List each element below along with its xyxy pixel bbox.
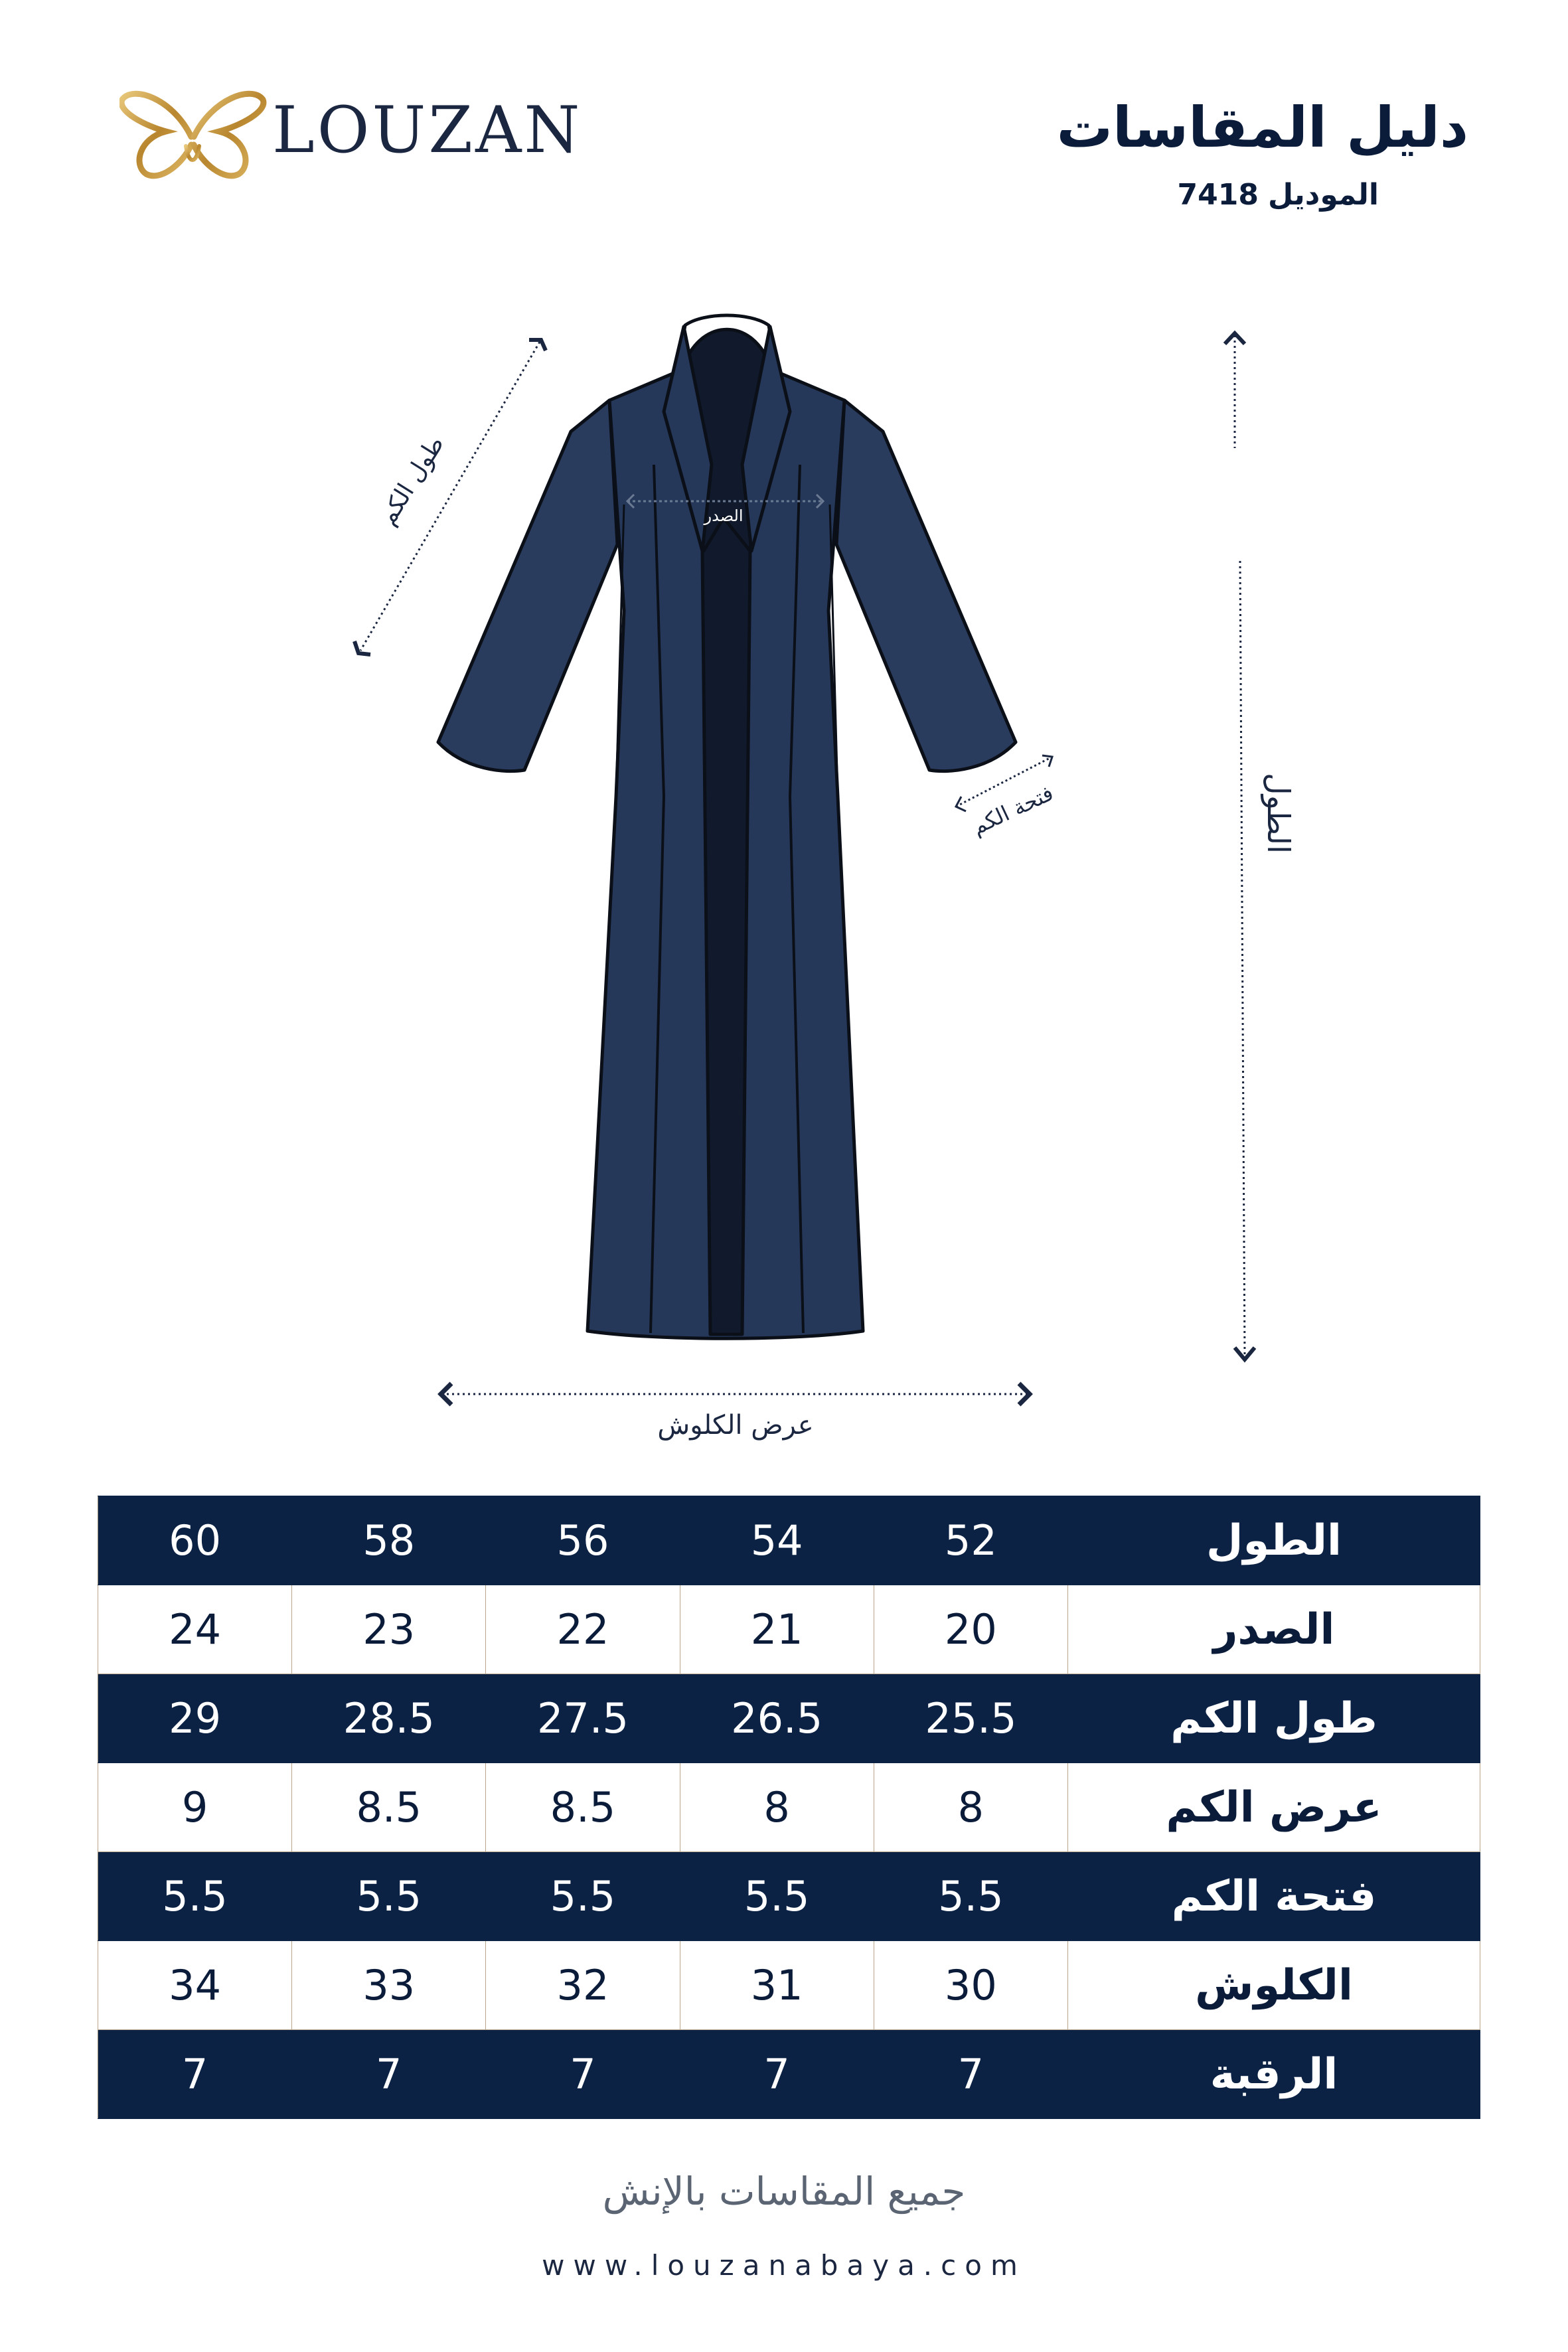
table-cell: 27.5 bbox=[486, 1674, 680, 1763]
table-cell: 20 bbox=[874, 1585, 1067, 1674]
table-cell: 24 bbox=[98, 1585, 292, 1674]
butterfly-icon bbox=[121, 94, 264, 176]
garment-diagram bbox=[0, 305, 1568, 1467]
table-cell: 23 bbox=[292, 1585, 486, 1674]
table-row bbox=[98, 1496, 1480, 1585]
table-cell: 7 bbox=[486, 2030, 680, 2119]
length-label: الطول bbox=[1261, 773, 1296, 854]
table-cell: 7 bbox=[874, 2030, 1067, 2119]
row-label: الكلوش bbox=[1068, 1941, 1480, 2030]
units-note: جميع المقاسات بالإنش bbox=[602, 2169, 966, 2214]
hem-width-label: عرض الكلوش bbox=[657, 1410, 814, 1441]
table-cell: 21 bbox=[680, 1585, 874, 1674]
table-cell: 31 bbox=[680, 1941, 874, 2030]
brand-name: LOUZAN bbox=[272, 93, 583, 167]
size-table bbox=[98, 1496, 1480, 2119]
table-cell: 32 bbox=[486, 1941, 680, 2030]
table-cell: 7 bbox=[98, 2030, 292, 2119]
table-row bbox=[98, 1674, 1480, 1763]
row-label: فتحة الكم bbox=[1068, 1852, 1480, 1941]
page-title: دليل المقاسات bbox=[1056, 95, 1468, 160]
table-cell: 5.5 bbox=[874, 1852, 1067, 1941]
row-label: طول الكم bbox=[1068, 1674, 1480, 1763]
row-label: الرقبة bbox=[1068, 2030, 1480, 2119]
table-cell: 34 bbox=[98, 1941, 292, 2030]
row-label: الصدر bbox=[1068, 1585, 1480, 1674]
table-cell: 58 bbox=[292, 1496, 486, 1585]
table-cell: 54 bbox=[680, 1496, 874, 1585]
table-cell: 5.5 bbox=[98, 1852, 292, 1941]
table-cell: 25.5 bbox=[874, 1674, 1067, 1763]
table-cell: 26.5 bbox=[680, 1674, 874, 1763]
sleeve-length-label: طول الكم bbox=[374, 431, 450, 530]
table-cell: 52 bbox=[874, 1496, 1067, 1585]
table-cell: 9 bbox=[98, 1763, 292, 1852]
table-cell: 8 bbox=[874, 1763, 1067, 1852]
table-row bbox=[98, 1852, 1480, 1941]
table-cell: 8 bbox=[680, 1763, 874, 1852]
table-cell: 8.5 bbox=[486, 1763, 680, 1852]
model-number: 7418 bbox=[1177, 178, 1259, 212]
length-arrow bbox=[1225, 333, 1255, 1360]
table-cell: 7 bbox=[680, 2030, 874, 2119]
hem-width-arrow bbox=[441, 1383, 1030, 1405]
model-line bbox=[1168, 178, 1379, 212]
table-cell: 60 bbox=[98, 1496, 292, 1585]
table-cell: 5.5 bbox=[486, 1852, 680, 1941]
table-cell: 30 bbox=[874, 1941, 1067, 2030]
table-cell: 7 bbox=[292, 2030, 486, 2119]
model-label: الموديل bbox=[1267, 178, 1379, 212]
abaya-illustration bbox=[438, 315, 1016, 1338]
sleeve-opening-label: فتحة الكم bbox=[968, 780, 1058, 840]
table-cell: 5.5 bbox=[680, 1852, 874, 1941]
table-cell: 29 bbox=[98, 1674, 292, 1763]
table-cell: 22 bbox=[486, 1585, 680, 1674]
table-row bbox=[98, 1585, 1480, 1674]
table-row bbox=[98, 2030, 1480, 2119]
chest-label: الصدر bbox=[704, 507, 744, 525]
row-label: عرض الكم bbox=[1068, 1763, 1480, 1852]
table-cell: 5.5 bbox=[292, 1852, 486, 1941]
row-label: الطول bbox=[1068, 1496, 1480, 1585]
table-cell: 28.5 bbox=[292, 1674, 486, 1763]
website-url[interactable]: www.louzanabaya.com bbox=[542, 2249, 1026, 2282]
table-cell: 56 bbox=[486, 1496, 680, 1585]
table-cell: 8.5 bbox=[292, 1763, 486, 1852]
table-row bbox=[98, 1941, 1480, 2030]
table-row bbox=[98, 1763, 1480, 1852]
table-cell: 33 bbox=[292, 1941, 486, 2030]
